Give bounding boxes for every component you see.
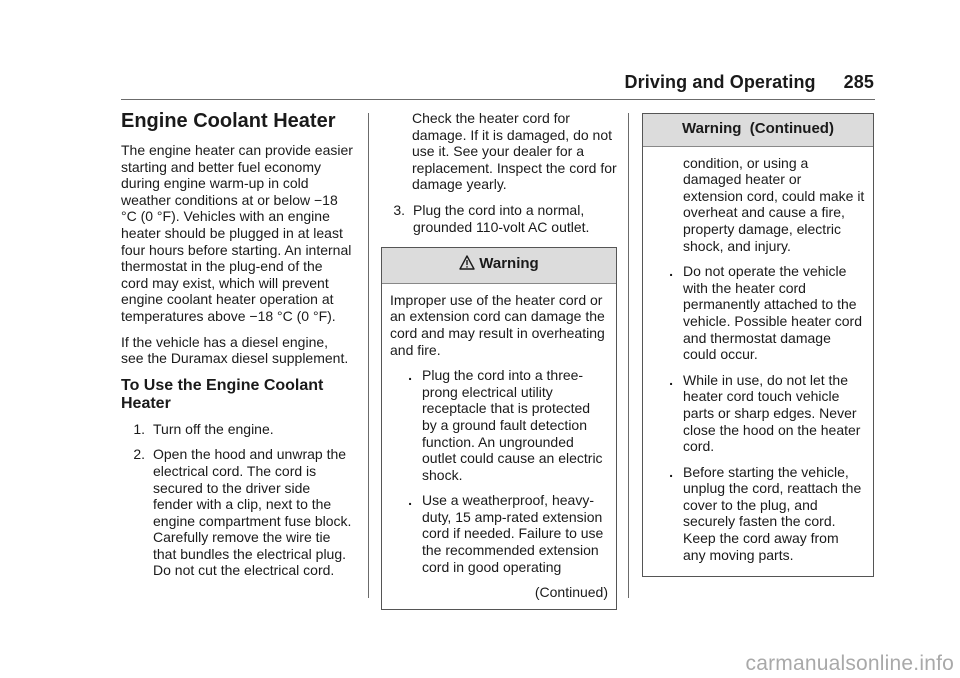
warning-title: Warning bbox=[479, 255, 539, 273]
bullet-icon: . bbox=[669, 463, 673, 480]
procedure-steps-continued bbox=[389, 202, 617, 235]
bullet-text: Do not operate the vehicle with the heater cord permanently attached to the vehicle. Possible heater cord and thermostat damage could occur. bbox=[683, 263, 862, 363]
warning-continued-title: Warning (Continued) bbox=[682, 120, 834, 137]
warning-continued-bullets bbox=[651, 263, 865, 563]
procedure-title: To Use the Engine Coolant Heater bbox=[121, 376, 324, 412]
warning-continued-header bbox=[643, 114, 873, 147]
step-item bbox=[121, 421, 353, 438]
step-number: 2. bbox=[133, 446, 145, 463]
warning-continued-text: condition, or using a damaged heater or extension cord, could make it overheat and cause a fire, property damage, electric shock, and injury. bbox=[683, 154, 865, 254]
step-continued-text: Check the heater cord for damage. If it is damaged, do not use it. See your dealer for a replacement. Inspect the cord for damage yearly. bbox=[412, 110, 617, 193]
step-item bbox=[121, 446, 353, 579]
watermark: carmanualsonline.info bbox=[745, 652, 954, 675]
left-column bbox=[121, 110, 353, 588]
step-number: 1. bbox=[133, 420, 145, 437]
bullet-icon: . bbox=[408, 367, 412, 384]
header-rule bbox=[121, 99, 875, 100]
warning-bullet bbox=[651, 372, 865, 455]
page-header bbox=[625, 72, 874, 93]
continued-label: (Continued) bbox=[534, 584, 608, 601]
warning-continued-box bbox=[642, 113, 874, 577]
diesel-paragraph: If the vehicle has a diesel engine, see the Duramax diesel supplement. bbox=[121, 333, 349, 367]
section-title: Engine Coolant Heater bbox=[121, 110, 336, 132]
step-text: Open the hood and unwrap the electrical cord. The cord is secured to the driver side fender with a clip, next to the engine compartment fuse block. Carefully remove the wire tie that bundles the electrical plug. Do not cut the electrical cord. bbox=[153, 446, 352, 579]
column-divider-left bbox=[368, 113, 369, 598]
warning-bullet bbox=[390, 492, 608, 575]
step-item bbox=[389, 202, 617, 235]
warning-bullet bbox=[651, 263, 865, 363]
bullet-icon: . bbox=[408, 492, 412, 509]
middle-column bbox=[389, 110, 617, 610]
warning-header bbox=[382, 248, 616, 284]
step-text: Plug the cord into a normal, grounded 110-volt AC outlet. bbox=[413, 201, 590, 235]
step-number: 3. bbox=[393, 201, 405, 218]
bullet-text: Before starting the vehicle, unplug the cord, reattach the cover to the plug, and securely fasten the cord. Keep the cord away from any moving parts. bbox=[683, 463, 862, 563]
warning-bullet bbox=[651, 464, 865, 564]
warning-bullets bbox=[390, 367, 608, 575]
intro-paragraph: The engine heater can provide easier starting and better fuel economy during engine warm-up in cold weather conditions at or below −18 °C (0 °F). Vehicles with an engine heater should be plugged in at least four hours before starting. An internal thermostat in the plug-end of the cord may exist, which will prevent engine coolant heater operation at temperatures above −18 °C (0 °F). bbox=[121, 142, 353, 324]
step-text: Turn off the engine. bbox=[153, 420, 274, 437]
bullet-text: While in use, do not let the heater cord touch vehicle parts or sharp edges. Never close the hood on the heater cord. bbox=[683, 371, 861, 455]
warning-bullet bbox=[390, 367, 608, 483]
warning-box bbox=[381, 247, 617, 610]
bullet-icon: . bbox=[669, 263, 673, 280]
warning-intro: Improper use of the heater cord or an extension cord can damage the cord and may result in overheating and fire. bbox=[390, 291, 605, 358]
section-name: Driving and Operating bbox=[624, 72, 816, 92]
procedure-steps bbox=[121, 421, 353, 579]
warning-body bbox=[382, 284, 616, 609]
page-number: 285 bbox=[843, 72, 874, 92]
bullet-text: Plug the cord into a three-prong electrical utility receptacle that is protected by a ground fault detection function. An ungrounded outlet could cause an electric shock. bbox=[422, 367, 603, 483]
right-column bbox=[642, 113, 874, 577]
bullet-icon: . bbox=[669, 371, 673, 388]
warning-triangle-icon bbox=[459, 255, 475, 275]
warning-continued-body bbox=[643, 147, 873, 577]
bullet-text: Use a weatherproof, heavy-duty, 15 amp-rated extension cord if needed. Failure to use the recommended extension cord in good operating bbox=[422, 492, 604, 575]
column-divider-right bbox=[628, 113, 629, 598]
